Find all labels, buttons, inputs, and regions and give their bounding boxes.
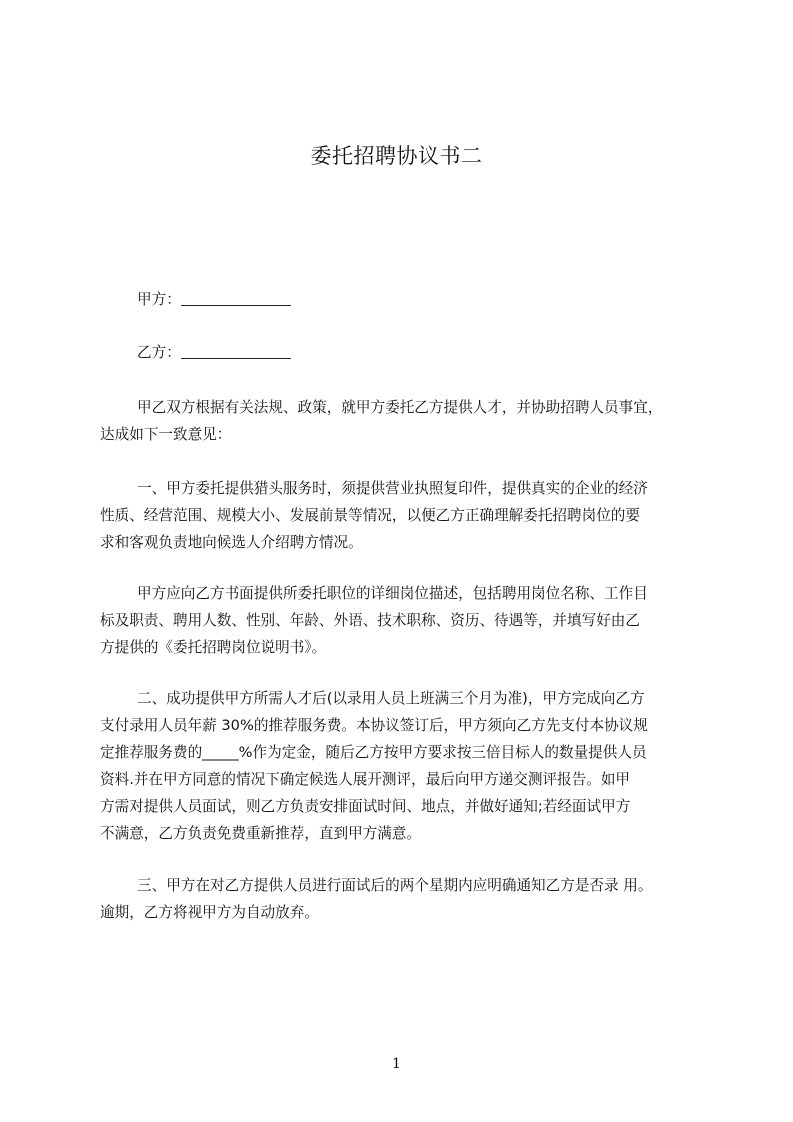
paragraph-line: 定推荐服务费的_____%作为定金，随后乙方按甲方要求按三倍目标人的数量提供人员 — [100, 744, 647, 761]
party-a-label: 甲方： — [137, 291, 181, 308]
page-number: 1 — [392, 1056, 401, 1072]
paragraph-line: 甲方应向乙方书面提供所委托职位的详细岗位描述，包括聘用岗位名称、工作目 — [137, 585, 648, 602]
party-b-blank — [181, 344, 291, 359]
paragraph-line: 一、甲方委托提供猎头服务时，须提供营业执照复印件，提供真实的企业的经济 — [137, 480, 648, 497]
paragraph-line: 逾期，乙方将视甲方为自动放弃。 — [100, 904, 319, 921]
paragraph-line: 方需对提供人员面试，则乙方负责安排面试时间、地点，并做好通知;若经面试甲方 — [100, 798, 631, 815]
paragraph-line: 方提供的《委托招聘岗位说明书》。 — [100, 639, 327, 656]
party-b-label: 乙方： — [137, 344, 181, 361]
paragraph-line: 三、甲方在对乙方提供人员进行面试后的两个星期内应明确通知乙方是否录 用。 — [137, 877, 653, 894]
paragraph-line: 支付录用人员年薪 30%的推荐服务费。本协议签订后，甲方须向乙方先支付本协议规 — [100, 717, 648, 734]
paragraph-line: 甲乙双方根据有关法规、政策，就甲方委托乙方提供人才，并协助招聘人员事宜， — [137, 399, 663, 416]
party-b-line — [100, 343, 737, 363]
paragraph-line: 求和客观负责地向候选人介绍聘方情况。 — [100, 534, 363, 551]
party-a-line — [100, 290, 737, 310]
paragraph-line: 二、成功提供甲方所需人才后(以录用人员上班满三个月为准)，甲方完成向乙方 — [137, 690, 645, 707]
paragraph-line: 达成如下一致意见： — [100, 426, 232, 443]
party-a-blank — [181, 291, 291, 306]
paragraph-line: 不满意，乙方负责免费重新推荐，直到甲方满意。 — [100, 825, 422, 842]
paragraph-line: 资料.并在甲方同意的情况下确定候选人展开测评，最后向甲方递交测评报告。如甲 — [100, 771, 631, 788]
paragraph-line: 性质、经营范围、规模大小、发展前景等情况，以便乙方正确理解委托招聘岗位的要 — [100, 507, 640, 524]
page-title: 委托招聘协议书二 — [310, 144, 483, 168]
paragraph-line: 标及职责、聘用人数、性别、年龄、外语、技术职称、资历、待遇等，并填写好由乙 — [100, 612, 640, 629]
